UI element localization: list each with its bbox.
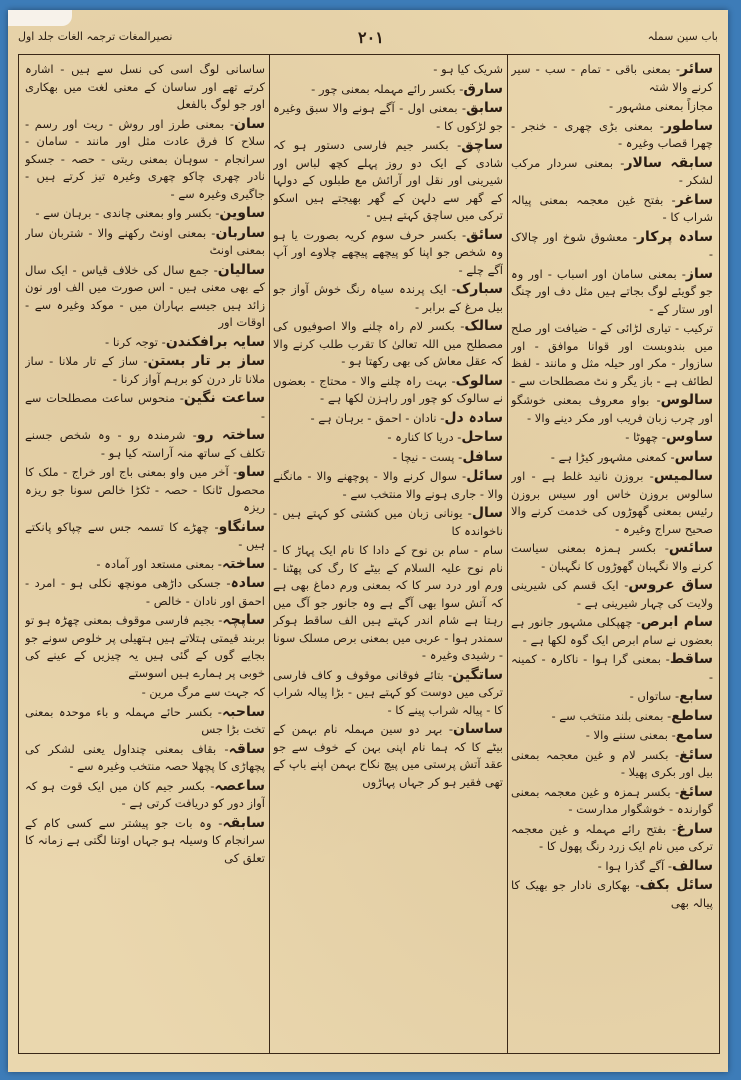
entry-headword: سالوس xyxy=(660,392,713,408)
entry-headword: سالف xyxy=(672,857,713,874)
entry-definition: کہ جہت سے مرگ مرین - xyxy=(141,685,265,699)
entry-headword: سائس xyxy=(668,540,713,556)
entry-headword: سانگاو xyxy=(218,518,265,535)
dictionary-entry xyxy=(25,116,265,204)
entry-definition: شریک کیا ہو - xyxy=(433,62,503,76)
dictionary-entry xyxy=(25,390,265,425)
entry-headword: سابق xyxy=(466,100,503,116)
entry-headword: ساچق xyxy=(461,137,503,153)
entry-definition: - بمعنی اول - آگے ہونے والا سبق وغیرہ جو لڑکوں کا - xyxy=(273,101,503,133)
dictionary-entry xyxy=(25,704,265,739)
entry-headword: ساطع xyxy=(671,707,713,724)
entry-headword: سالیان xyxy=(217,261,265,278)
dictionary-entry xyxy=(273,505,503,540)
dictionary-entry xyxy=(273,227,503,280)
dictionary-entry xyxy=(25,741,265,776)
entry-definition: - چھڑے کا تسمہ جس سے چپاکو پانکتے ہیں - xyxy=(25,519,265,551)
entry-definition: - بکسر لام و غین معجمہ بمعنی بیل اور بکری پھیلا - xyxy=(511,747,713,779)
dictionary-column-middle xyxy=(273,61,503,1049)
entry-definition: - بکسر ہمزہ بمعنی سیاست کرنے والا نگہبان گھوڑوں کا نگہبان - xyxy=(511,541,713,573)
dictionary-entry xyxy=(511,877,713,912)
entry-headword: سارغ xyxy=(676,820,713,837)
entry-headword: ساوس xyxy=(665,429,713,445)
entry-headword: سائل بکف xyxy=(639,877,713,893)
entry-headword: ساربان xyxy=(215,224,265,241)
dictionary-entry xyxy=(273,468,503,503)
entry-definition: - معشوق شوخ اور چالاک - xyxy=(511,229,713,261)
entry-definition: - نادان - احمق - برہان ہے - xyxy=(310,410,445,425)
entry-headword: ساحبہ xyxy=(221,703,265,720)
entry-definition: - بمعنی مستعد اور آمادہ - xyxy=(96,556,222,571)
dictionary-entry xyxy=(511,821,713,856)
dictionary-entry xyxy=(511,727,713,745)
entry-headword: سام ابرص xyxy=(640,614,713,630)
dictionary-entry xyxy=(273,373,503,408)
dictionary-entry xyxy=(511,266,713,319)
entry-headword: ساز بر تار بستن xyxy=(147,353,265,369)
entry-definition: - بواو معروف بمعنی خوشگو اور چرب زبان فریب اور مکر دینے والا - xyxy=(511,393,713,425)
entry-definition: ساسانی لوگ اسی کی نسل سے ہیں - اشارہ کرتے تھے اور ساسان کے معنی لغت میں بھکاری اور جو لوگ بالفعل xyxy=(25,62,265,111)
dictionary-entry xyxy=(25,778,265,813)
entry-headword: ساعت نگین xyxy=(183,390,265,406)
entry-definition: - بمعنی سننے والا - xyxy=(585,728,676,742)
entry-headword: سائل xyxy=(466,468,503,484)
entry-headword: سان xyxy=(234,115,265,132)
entry-definition: - ایک قسم کی شیرینی ولایت کی چہار شیرینی ہے - xyxy=(511,578,713,610)
entry-definition: - بقاف بمعنی چنداول یعنی لشکر کی پچھاڑی کا پچھلا حصہ منتخب وغیرہ سے - xyxy=(25,741,265,773)
entry-headword: سارق xyxy=(463,80,503,97)
entry-headword: سائغ xyxy=(679,783,713,800)
entry-headword: سافل xyxy=(462,448,503,465)
dictionary-entry xyxy=(511,98,713,116)
entry-headword: ساختہ xyxy=(221,555,265,572)
dictionary-entry xyxy=(511,449,713,467)
entry-definition: - دریا کا کنارہ - xyxy=(387,430,462,444)
dictionary-entry xyxy=(25,262,265,332)
entry-headword: سابع xyxy=(679,688,713,704)
page-header xyxy=(18,28,718,54)
entry-headword: سائر xyxy=(680,61,713,77)
dictionary-entry xyxy=(273,449,503,467)
column-divider-left xyxy=(269,55,270,1053)
dictionary-entry xyxy=(511,784,713,819)
dictionary-entry xyxy=(511,155,713,190)
entry-headword: ساوین xyxy=(219,205,265,221)
entry-definition: - شرمندہ رو - وہ شخص جسنے تکلف کے ساتھ منہ آراستہ کیا ہو - xyxy=(25,428,265,460)
entry-definition: - توجہ کرنا - xyxy=(105,334,166,349)
column-divider-right xyxy=(507,55,508,1053)
entry-headword: سالوک xyxy=(455,372,503,389)
dictionary-entry xyxy=(511,747,713,782)
dictionary-entry xyxy=(511,858,713,876)
dictionary-entry xyxy=(25,815,265,868)
dictionary-entry xyxy=(273,137,503,225)
dictionary-entry xyxy=(25,575,265,610)
entry-definition: - بہر دو سین مہملہ نام بہمن کے بیٹے کا کہ ہما نام اپنی بہن کے خوف سے جو عقد آتش پرستی میں پیچ نکاح بہمن اپنے باپ کے تھی فقیر ہو کر جہاں پہاڑوں xyxy=(273,722,503,789)
dictionary-entry xyxy=(511,61,713,96)
entry-headword: سالک xyxy=(464,318,503,334)
running-title-left: نصیرالمغات ترجمہ الغات جلد اول xyxy=(18,30,173,43)
entry-definition: - بروزن نانید غلط ہے - اور سالوس بروزن خاس اور سیس بروزن رئیس بمعنی گھوڑوں کی خدمت کرنے والا صحیح سراج وغیرہ - xyxy=(511,469,713,536)
dictionary-entry xyxy=(511,320,713,390)
entry-headword: سامع xyxy=(675,727,713,743)
entry-headword: سابقہ سالار xyxy=(624,154,713,171)
entry-definition: - بکسر حائے مہملہ و باء موحدہ بمعنی تخت بڑا جس xyxy=(25,704,265,736)
dictionary-entry xyxy=(511,392,713,427)
entry-definition: - بکسر ہمزہ و غین معجمہ بمعنی گوارندہ - خوشگوار مدارست - xyxy=(511,784,713,816)
entry-definition: - پست - نیچا - xyxy=(392,449,463,464)
entry-definition: - بمعنی اونٹ رکھنے والا - شتربان سار بمعنی اونٹ xyxy=(25,225,265,257)
entry-definition: - کمعنی مشہور کیڑا ہے - xyxy=(550,449,675,464)
scan-corner-mark xyxy=(8,10,72,26)
running-title-right: باب سین سملہ xyxy=(647,30,718,43)
entry-definition: - بفتح غین معجمہ بمعنی پیالہ شراب کا - xyxy=(511,192,713,224)
entry-headword: ساو xyxy=(237,464,265,480)
entry-definition: - بکسر جیم فارسی دستور ہو کہ شادی کے ایک دو روز پہلے کچھ لباس اور شیرینی اور نقل اور آرائش مع طبلوں کے دولہا کے گھر سے دلہن کے گھر بھیجتے ہیں اسکو ترکی میں ساچق کہتے ہیں - xyxy=(273,138,503,222)
entry-headword: سایہ برافکندن xyxy=(165,333,265,350)
entry-definition: - منحوس ساعت مصطلحات سے - xyxy=(25,391,265,423)
dictionary-entry xyxy=(273,667,503,720)
entry-headword: ساحل xyxy=(461,429,503,445)
dictionary-entry xyxy=(273,81,503,99)
page-number: ۲۰۱ xyxy=(358,28,384,47)
entry-headword: ساتگین xyxy=(452,666,503,683)
dictionary-entry xyxy=(511,192,713,227)
dictionary-entry xyxy=(25,353,265,388)
entry-definition: - چھوٹا - xyxy=(625,430,666,444)
dictionary-column-left xyxy=(25,61,265,1049)
entry-definition: - بھکاری نادار جو بھیک کا پیالہ بھی xyxy=(511,878,713,910)
entry-headword: سادہ پرکار xyxy=(636,228,713,245)
dictionary-column-right xyxy=(511,61,713,1049)
entry-headword: ساسان xyxy=(453,721,503,737)
entry-definition: - سوال کرنے والا - پوچھنے والا - مانگنے والا - جاری ہونے والا منتخب سے - xyxy=(273,469,503,501)
entry-definition: - بمعنی بڑی چھری - خنجر - چھرا قصاب وغیرہ - xyxy=(511,118,713,150)
entry-headword: ساعصہ xyxy=(214,777,265,794)
entry-definition: - ایک پرندہ سیاہ رنگ خوش آواز جو بیل مرغ کے برابر - xyxy=(273,282,503,314)
dictionary-entry xyxy=(511,429,713,447)
entry-definition: - بکسر جیم کان میں ایک قوت ہو کہ آواز دور کو دریافت کرتی ہے - xyxy=(25,778,265,810)
entry-definition: - یونانی زبان میں کشتی کو کہتے ہیں - ناخواندہ کا xyxy=(273,506,503,538)
dictionary-entry xyxy=(511,614,713,649)
entry-headword: سائغ xyxy=(679,746,713,763)
dictionary-entry xyxy=(273,318,503,371)
dictionary-entry xyxy=(273,410,503,428)
entry-headword: سالمیس xyxy=(653,468,713,484)
dictionary-entry xyxy=(25,612,265,682)
dictionary-entry xyxy=(25,519,265,554)
entry-headword: ساس xyxy=(674,448,713,465)
dictionary-entry xyxy=(273,721,503,791)
entry-headword: سادہ xyxy=(230,575,265,591)
entry-definition: - چھپکلی مشہور جانور ہے بعضوں نے سام ابرص ایک گوہ لکھا ہے - xyxy=(511,615,713,647)
entry-headword: ساطور xyxy=(663,117,713,134)
dictionary-entry xyxy=(511,708,713,726)
entry-headword: ساقہ xyxy=(228,740,265,757)
entry-definition: - بمعنی بلند منتخب سے - xyxy=(551,708,672,723)
entry-definition: - بجیم فارسی موقوف بمعنی چھڑہ ہو تو بربند قیمتی ہتلاتے ہیں ہتھیلی پر خلوص سونے جو بجایے گوں کے گئی ہیں یہ چیزیں کے عینے کی خوبی پر ہمارے ہیں اسوستے xyxy=(25,613,265,680)
dictionary-entry xyxy=(25,556,265,574)
entry-definition: - بمعنی سامان اور اسباب - اور وہ جو گویئے لوگ بجاتے ہیں مثل دف اور چنگ اور ستار کے - xyxy=(511,266,713,316)
dictionary-entry xyxy=(511,688,713,706)
entry-headword: ساپچہ xyxy=(222,612,265,628)
dictionary-entry xyxy=(511,118,713,153)
dictionary-entry xyxy=(25,427,265,462)
entry-definition: - آگے گذرا ہوا - xyxy=(597,858,673,873)
entry-definition: - جسکی داڑھی مونچھ نکلی ہو - امرد - احمق اور نادان - خالص - xyxy=(25,576,265,608)
dictionary-entry xyxy=(25,205,265,223)
entry-definition: سام - سام بن نوح کے دادا کا نام ایک پہاڑ کا - نام نوح علیہ السلام کے بیٹے کا رگ کی پھٹنا - ورم اور درد سر کا کہ بمعنی ورم دماغ بھی ہے کہ آتش سوا بھی آگے ہے وہ جانور جو آگ میں رہتا ہے شام اندر کہتے ہیں الف ساقط ہوکر سمندر ہوا - عربی میں بمعنی برص مسلک سونا - رشیدی وغیرہ - xyxy=(273,543,503,662)
entry-definition: - بتائے فوقانی موقوف و کاف فارسی ترکی میں دوست کو کہتے ہیں - بڑا پیالہ شراب کا - پیالہ شراب پینے کا - xyxy=(273,667,503,717)
entry-definition: مجازاً بمعنی مشہور - xyxy=(608,99,713,113)
entry-headword: ساختہ رو xyxy=(196,427,265,443)
dictionary-entry xyxy=(25,464,265,517)
entry-definition: - بمعنی سردار مرکب لشکر - xyxy=(511,155,713,187)
columns-frame xyxy=(18,54,720,1054)
entry-definition: - بفتح رائے مہملہ و غین معجمہ ترکی میں نام ایک زرد رنگ پھول کا - xyxy=(511,821,713,853)
entry-definition: - وہ بات جو پیشتر سے کسی کام کے سرانجام کا وسیلہ ہو جہاں اوتنا لگتی ہے زمانہ کا تعلق کی xyxy=(25,815,265,865)
dictionary-entry xyxy=(511,651,713,686)
dictionary-entry xyxy=(273,429,503,447)
entry-definition: ترکیب - تیاری لڑائی کے - ضیافت اور صلح میں بندوبست اور قوانا موافق - اور سازوار - مکر اور حیلہ مثل و مانند - لفظ لطائف ہے - باز یگر و نٹ مصطلحات سے - xyxy=(511,321,713,388)
dictionary-entry xyxy=(511,540,713,575)
entry-definition: - بکسر حرف سوم کریہ بصورت یا ہو وہ شخص جو اپنا کو پیچھے پیچھے چلاوے اور آپ آگے چلے - xyxy=(273,227,503,277)
entry-headword: ساقط xyxy=(669,651,713,667)
dictionary-entry xyxy=(25,334,265,352)
entry-headword: سال xyxy=(471,505,503,521)
entry-headword: سادہ دل xyxy=(444,409,503,426)
dictionary-entry xyxy=(511,468,713,538)
entry-headword: سبارک xyxy=(455,281,503,297)
dictionary-entry xyxy=(25,225,265,260)
entry-definition: - بکسر واو بمعنی چاندی - برہان سے - xyxy=(35,206,220,220)
dictionary-entry xyxy=(25,61,265,114)
entry-headword: ساز xyxy=(685,265,713,282)
entry-headword: ساغر xyxy=(675,191,713,208)
entry-definition: - ساتواں - xyxy=(629,689,680,703)
dictionary-entry xyxy=(273,100,503,135)
page-scan xyxy=(8,10,728,1072)
dictionary-entry xyxy=(273,61,503,79)
entry-definition: - جمع سال کی خلاف قیاس - ایک سال کے بھی معنی ہیں - اس صورت میں الف اور نون زائد ہیں جیسے بہاران میں - موکد وغیرہ سے - اوقات اور xyxy=(25,262,265,329)
entry-definition: - بکسر لام راہ چلنے والا اصوفیوں کی مصطلح میں اللہ تعالیٰ کا تقرب طلب کرنے والا کہ عقل معاش کی بھی رکھتا ہو - xyxy=(273,319,503,368)
entry-definition: - بمعنی طرز اور روش - ریت اور رسم - سلاح کا فرق عادت مثل اور مانند - سامان - سرانجام - سوہان بمعنی ریتی - حصہ - جسکو نادر چھری چاکو چھری وغیرہ تیز کرتے ہیں - جاگیری وغیرہ سے - xyxy=(25,116,265,201)
dictionary-entry xyxy=(511,577,713,612)
dictionary-entry xyxy=(25,684,265,702)
entry-definition: - بمعنی باقی - تمام - سب - سیر کرنے والا شتہ xyxy=(511,62,713,94)
entry-definition: - ساز کے تار ملانا - ساز ملانا تار درن کو برہم آواز کرنا - xyxy=(25,354,265,386)
entry-definition: - آخر میں واو بمعنی باج اور خراج - ملک کا محصول ٹانکا - حصہ - ٹکڑا خالص سونا جو ریزہ ریزہ xyxy=(25,465,265,514)
entry-headword: سائق xyxy=(466,226,503,243)
dictionary-entry xyxy=(273,542,503,665)
entry-definition: - بمعنی گرا ہوا - ناکارہ - کمینہ - xyxy=(511,652,713,684)
entry-definition: - بکسر رائے مہملہ بمعنی چور - xyxy=(311,81,464,96)
entry-headword: سابقہ xyxy=(222,814,265,831)
entry-headword: ساق عروس xyxy=(628,577,713,593)
dictionary-entry xyxy=(273,281,503,316)
entry-definition: - بہت راہ چلنے والا - محتاج - بعضوں نے سالوک کو چور اور راہزن لکھا ہے - xyxy=(273,373,503,405)
dictionary-entry xyxy=(511,229,713,264)
